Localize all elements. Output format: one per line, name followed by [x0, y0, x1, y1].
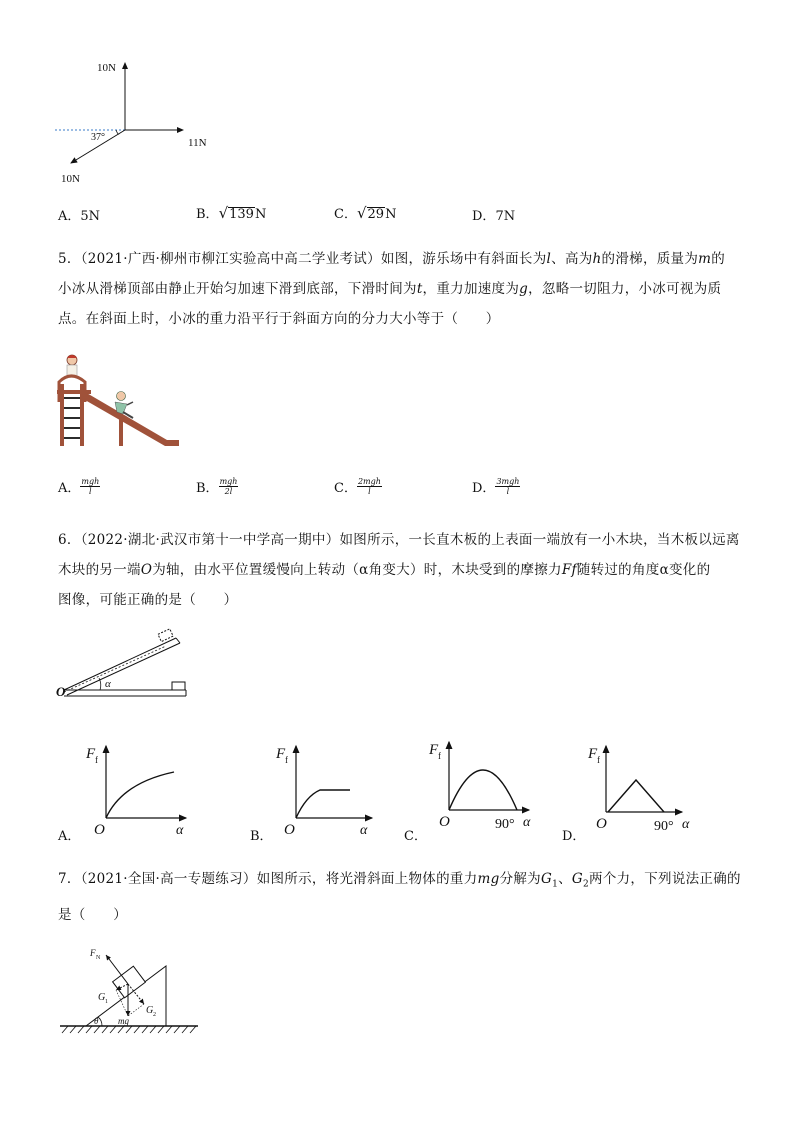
q7-label-fn-sub: N: [96, 955, 101, 961]
q5-question: [58, 246, 748, 332]
q4-option-c[interactable]: C．√29N: [334, 204, 397, 222]
q7-line2: 是（ ）: [58, 906, 127, 923]
q6-graph-b-ysub: f: [285, 755, 288, 765]
q5-source: （2021·广西·柳州市柳江实验高中高二学业考试）: [80, 251, 381, 267]
q6-source: （2022·湖北·武汉市第十一中学高一期中）: [80, 532, 340, 548]
q5-line2: 小冰从滑梯顶部由静止开始匀加速下滑到底部，下滑时间为t，重力加速度为g，忽略一切阻力，小冰可视为质: [58, 281, 722, 297]
q4-label-down: 10N: [61, 173, 80, 185]
q6-graph-b-origin: O: [284, 822, 295, 838]
q4-option-a[interactable]: A．5N: [58, 209, 101, 224]
q6-line3: 图像，可能正确的是（ ）: [58, 592, 238, 608]
q6-graph-d-ylabel: F: [588, 746, 598, 762]
q6-graph-b-ylabel: F: [276, 746, 286, 762]
q7-incline-diagram: [56, 940, 206, 1040]
q6-line1: 6．（2022·湖北·武汉市第十一中学高一期中）如图所示，一长直木板的上表面一端放有一小木块，当木板以远离: [58, 532, 740, 548]
q5-line3: 点。在斜面上时，小冰的重力沿平行于斜面方向的分力大小等于（ ）: [58, 311, 500, 327]
q6-graph-d-tick: 90°: [654, 819, 674, 834]
q6-graph-a-xlabel: α: [176, 823, 184, 838]
q7-label-g2-sub: 2: [153, 1012, 156, 1018]
q6-graph-c-tick: 90°: [495, 817, 515, 832]
q5-slide-illustration: [57, 352, 182, 450]
q6-line2: 木块的另一端O为轴，由水平位置缓慢向上转动（α角变大）时，木块受到的摩擦力Ff随转过的角度α变化的: [58, 562, 711, 578]
q6-graph-c-letter[interactable]: C．: [404, 829, 427, 844]
q4-force-diagram: [55, 55, 225, 190]
q7-label-g1-sub: 1: [105, 999, 108, 1005]
q4-angle: 37°: [91, 132, 105, 143]
q6-board-diagram: [56, 628, 196, 702]
q6-number: 6．: [58, 532, 81, 548]
q6-graph-b-letter[interactable]: B．: [250, 829, 273, 844]
q6-graph-b-xlabel: α: [360, 823, 368, 838]
q7-label-fn: F: [90, 948, 96, 958]
q6-graph-c-ysub: f: [438, 751, 441, 761]
q6-graph-d[interactable]: [584, 738, 699, 838]
q6-graph-b[interactable]: [272, 738, 382, 838]
q6-graph-a-ysub: f: [95, 755, 98, 765]
q6-graph-d-ysub: f: [597, 755, 600, 765]
q7-source: （2021·全国·高一专题练习）: [80, 871, 257, 887]
q5-line1: 5．（2021·广西·柳州市柳江实验高中高二学业考试）如图，游乐场中有斜面长为l、高为h的滑梯，质量为m的: [58, 251, 726, 267]
q6-graph-c-ylabel: F: [429, 742, 439, 758]
q4-label-up: 10N: [97, 62, 116, 74]
q6-graph-a[interactable]: [82, 738, 212, 838]
q5-number: 5．: [58, 251, 81, 267]
q6-graph-a-ylabel: F: [86, 746, 96, 762]
q6-graph-a-letter[interactable]: A．: [58, 829, 81, 844]
q7-number: 7．: [58, 871, 81, 887]
q5-option-d[interactable]: D． $\frac{\text{3mgh}}{l}$: [472, 477, 520, 496]
q6-graph-a-origin: O: [94, 822, 105, 838]
q5-option-a[interactable]: A． $\frac{\text{mgh}}{l}$: [58, 477, 100, 496]
q6-graph-d-origin: O: [596, 816, 607, 832]
q7-label-g2: G: [146, 1005, 154, 1016]
q7-label-g1: G: [98, 992, 106, 1003]
q6-graph-c[interactable]: [425, 734, 540, 834]
q4-option-d[interactable]: D．7N: [472, 209, 516, 224]
q6-graph-d-letter[interactable]: D．: [562, 829, 586, 844]
q6-diagram-alpha: α: [105, 678, 111, 690]
q6-graph-c-xlabel: α: [523, 815, 531, 830]
q7-question: [58, 866, 758, 928]
q6-graph-d-xlabel: α: [682, 817, 690, 832]
q4-option-c-radicand: 29: [367, 207, 385, 222]
q7-label-theta: θ: [94, 1016, 99, 1026]
q4-label-right: 11N: [188, 137, 207, 149]
q5-option-b[interactable]: B． $\frac{\text{mgh}}{2l}$: [196, 477, 238, 496]
q6-graph-c-origin: O: [439, 814, 450, 830]
q5-option-c[interactable]: C． $\frac{\text{2mgh}}{l}$: [334, 477, 381, 496]
q7-label-mg: mg: [118, 1016, 129, 1026]
q4-option-b-radicand: 139: [229, 207, 254, 222]
q4-option-b[interactable]: B．√139N: [196, 204, 267, 222]
q6-question: [58, 527, 758, 613]
q7-line1: 7．（2021·全国·高一专题练习）如图所示，将光滑斜面上物体的重力mg分解为$G_1$、$G_2$两个力，下列说法正确的: [58, 871, 741, 890]
q6-diagram-o: O: [56, 684, 66, 699]
